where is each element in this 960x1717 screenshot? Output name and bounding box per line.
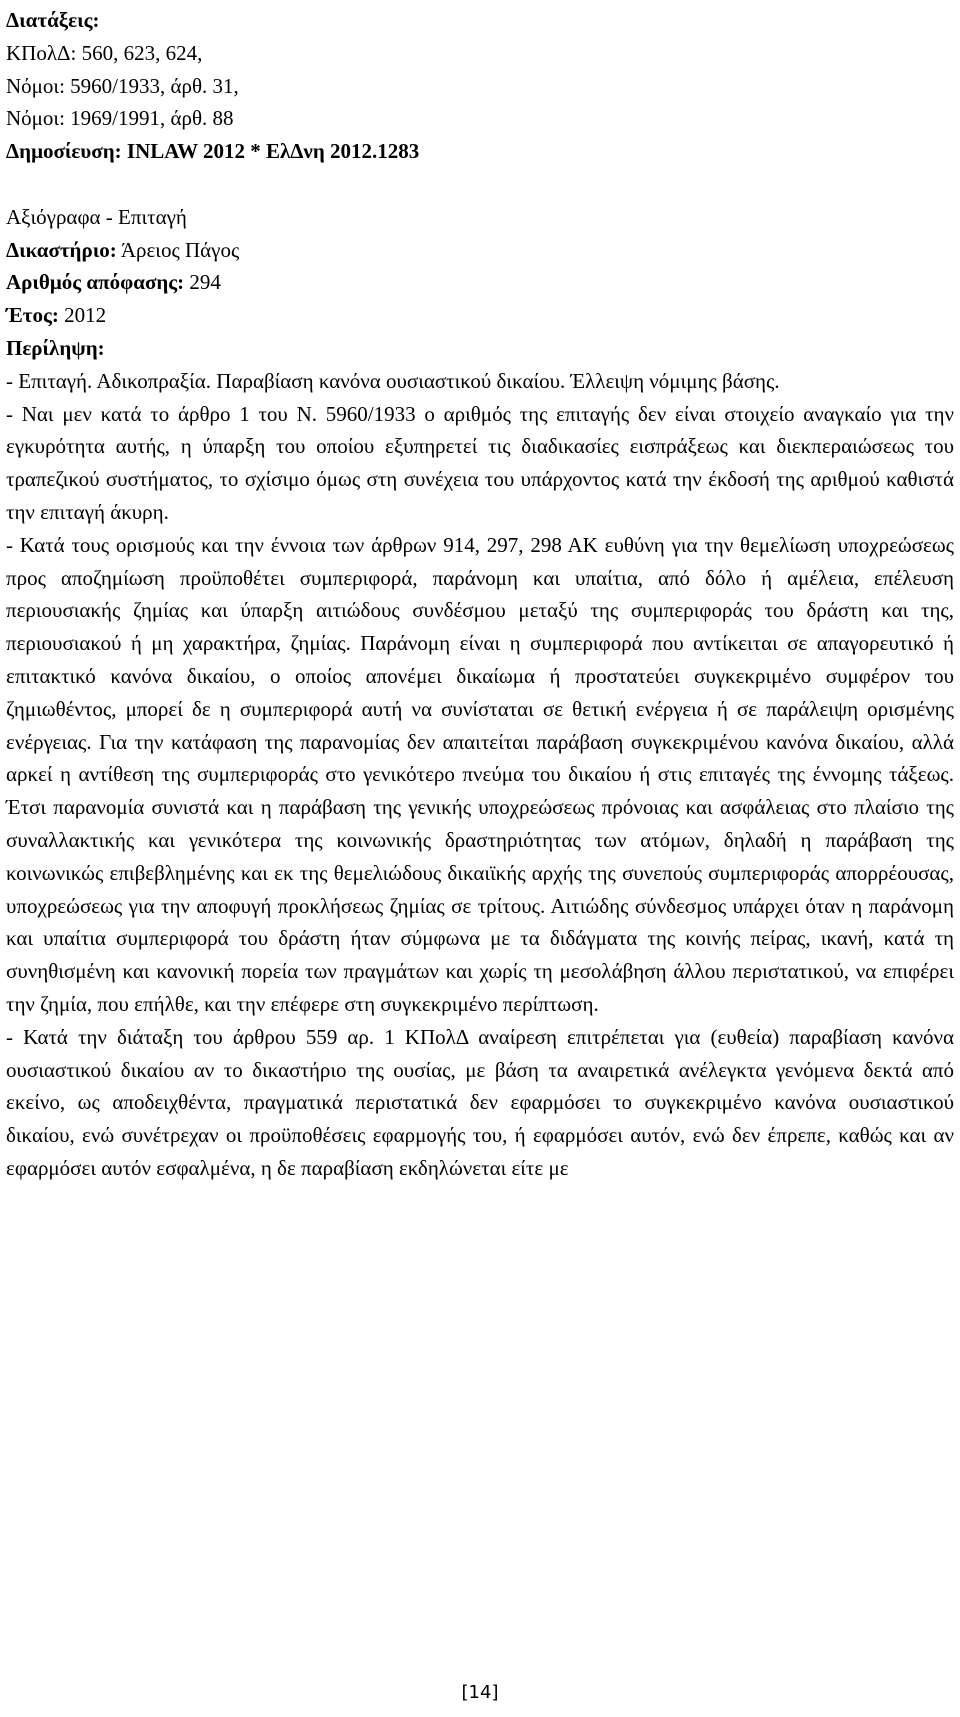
decision-number-label: Αριθμός απόφασης: [6, 270, 185, 295]
court-value: Άρειος Πάγος [120, 237, 240, 262]
document-page [6, 4, 954, 1185]
summary-paragraph: - Κατά τους ορισμούς και την έννοια των άρθρων 914, 297, 298 ΑΚ ευθύνη για την θεμελίωση υποχρεώσεως προς αποζημίωση προϋποθέτει συμπεριφορά, παράνομη και υπαίτια, από δόλο ή αμέλεια, επέλευση περιουσιακής ζημίας και ύπαρξη αιτιώδους συνδέσμου μεταξύ της συμπεριφοράς του δράστη και της, περιουσιακού ή μη χαρακτήρα, ζημίας. Παράνομη είναι η συμπεριφορά που αντίκειται σε απαγορευτικό ή επιτακτικό κανόνα δικαίου, ο οποίος απονέμει δικαίωμα ή προστατεύει συγκεκριμένο συμφέρον του ζημιωθέντος, μπορεί δε η συμπεριφορά αυτή να συνίσταται σε θετική ενέργεια ή σε παράλειψη ορισμένης ενέργειας. Για την κατάφαση της παρανομίας δεν απαιτείται παράβαση συγκεκριμένου κανόνα δικαίου, αλλά αρκεί η αντίθεση της συμπεριφοράς στο γενικότερο πνεύμα του δικαίου ή στις επιταγές της έννομης τάξεως. Έτσι παρανομία συνιστά και η παράβαση της γενικής υποχρεώσεως πρόνοιας και ασφάλειας στο πλαίσιο της συναλλακτικής και γενικότερα της κοινωνικής δραστηριότητας των ατόμων, δηλαδή η παράβαση της κοινωνικώς επιβεβλημένης και εκ της θεμελιώδους δικαιϊκής αρχής της συνεπούς συμπεριφοράς απορρέουσας, υποχρεώσεως για την αποφυγή προκλήσεως ζημίας σε τρίτους. Αιτιώδης σύνδεσμος υπάρχει όταν η παράνομη και υπαίτια συμπεριφορά του δράστη ήταν σύμφωνα με τα διδάγματα της κοινής πείρας, ικανή, κατά τη συνηθισμένη και κανονική πορεία των πραγμάτων και χωρίς τη μεσολάβηση άλλου περιστατικού, να επιφέρει την ζημία, που επήλθε, και την επέφερε στη συγκεκριμένο περίπτωση. [6, 532, 954, 1016]
provision-line: Νόμοι: 1969/1991, άρθ. 88 [6, 106, 234, 131]
decision-number-line [6, 266, 954, 299]
summary-heading: Περίληψη: [6, 335, 105, 360]
provision-line: ΚΠολΔ: 560, 623, 624, [6, 40, 203, 65]
court-label: Δικαστήριο: [6, 237, 117, 262]
court-line [6, 234, 954, 267]
blank-line [6, 168, 954, 201]
decision-number-value: 294 [189, 270, 221, 295]
summary-paragraph: - Κατά την διάταξη του άρθρου 559 αρ. 1 ΚΠολΔ αναίρεση επιτρέπεται για (ευθεία) παραβίαση κανόνα ουσιαστικού δικαίου αν το δικαστήριο της ουσίας, με βάση τα αναιρετικά ανέλεγκτα γενόμενα δεκτά από εκείνο, ως αποδειχθέντα, πραγματικά περιστατικά δεν εφαρμόσει το συγκεκριμένο κανόνα ουσιαστικού δικαίου, ενώ συνέτρεχαν οι προϋποθέσεις εφαρμογής του, ή εφαρμόσει αυτόν, ενώ δεν έπρεπε, καθώς και αν εφαρμόσει αυτόν εσφαλμένα, η δε παραβίαση εκδηλώνεται είτε με [6, 1024, 954, 1180]
page-number: [14] [461, 1682, 499, 1703]
summary-paragraph: - Ναι μεν κατά το άρθρο 1 του Ν. 5960/1933 ο αριθμός της επιταγής δεν είναι στοιχείο αναγκαίο για την εγκυρότητα αυτής, η ύπαρξη του οποίου εξυπηρετεί τις διαδικασίες εισπράξεως και διεκπεραιώσεως του τραπεζικού συστήματος, το σχίσιμο όμως στη συνέχεια του υπάρχοντος κατά την έκδοσή της αριθμού καθιστά την επιταγή άκυρη. [6, 401, 954, 524]
year-value: 2012 [64, 303, 107, 328]
summary-paragraph: - Επιταγή. Αδικοπραξία. Παραβίαση κανόνα ουσιαστικού δικαίου. Έλλειψη νόμιμης βάσης. [6, 368, 780, 393]
year-line [6, 299, 954, 332]
provision-line: Νόμοι: 5960/1933, άρθ. 31, [6, 73, 239, 98]
publication-line: Δημοσίευση: INLAW 2012 * ΕλΔνη 2012.1283 [6, 139, 420, 164]
provisions-heading: Διατάξεις: [6, 8, 100, 32]
case-subject: Αξιόγραφα - Επιταγή [6, 204, 187, 229]
year-label: Έτος: [6, 303, 59, 328]
